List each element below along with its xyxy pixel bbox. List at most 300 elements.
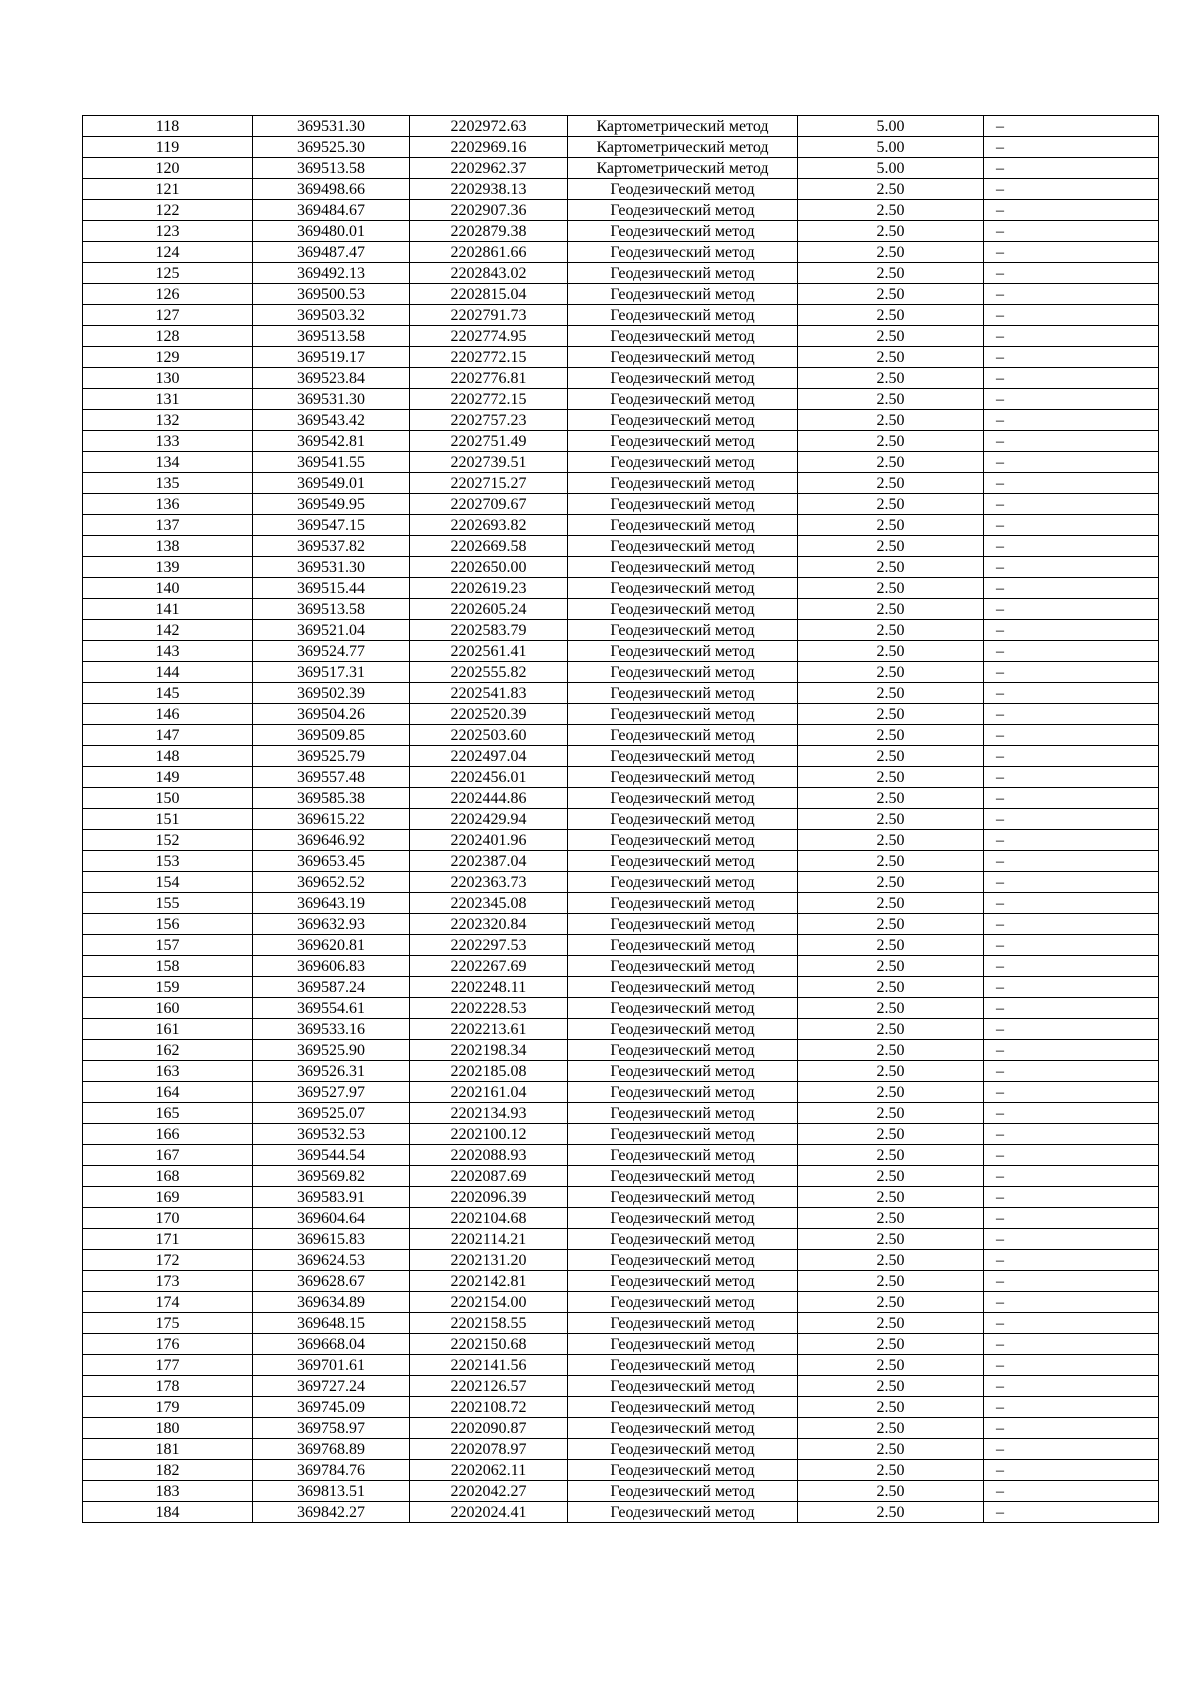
x-coordinate-cell: 369526.31 [253, 1061, 410, 1082]
point-number-cell: 126 [83, 284, 253, 305]
y-coordinate-cell: 2202078.97 [410, 1439, 568, 1460]
y-coordinate-cell: 2202100.12 [410, 1124, 568, 1145]
point-number-cell: 167 [83, 1145, 253, 1166]
point-number-cell: 164 [83, 1082, 253, 1103]
table-row [83, 1397, 1159, 1418]
x-coordinate-cell: 369615.22 [253, 809, 410, 830]
accuracy-cell: 2.50 [798, 935, 984, 956]
accuracy-cell: 2.50 [798, 1313, 984, 1334]
method-cell: Геодезический метод [568, 263, 798, 284]
description-cell: – [984, 1313, 1159, 1334]
method-cell: Геодезический метод [568, 872, 798, 893]
point-number-cell: 141 [83, 599, 253, 620]
accuracy-cell: 2.50 [798, 704, 984, 725]
method-cell: Геодезический метод [568, 1124, 798, 1145]
description-cell: – [984, 1481, 1159, 1502]
accuracy-cell: 2.50 [798, 179, 984, 200]
description-cell: – [984, 116, 1159, 137]
method-cell: Геодезический метод [568, 1313, 798, 1334]
x-coordinate-cell: 369544.54 [253, 1145, 410, 1166]
table-row [83, 1166, 1159, 1187]
method-cell: Геодезический метод [568, 347, 798, 368]
method-cell: Картометрический метод [568, 137, 798, 158]
method-cell: Геодезический метод [568, 746, 798, 767]
accuracy-cell: 2.50 [798, 1397, 984, 1418]
accuracy-cell: 2.50 [798, 242, 984, 263]
method-cell: Геодезический метод [568, 389, 798, 410]
y-coordinate-cell: 2202387.04 [410, 851, 568, 872]
coordinates-table-body [83, 116, 1159, 1523]
x-coordinate-cell: 369531.30 [253, 557, 410, 578]
method-cell: Картометрический метод [568, 158, 798, 179]
point-number-cell: 135 [83, 473, 253, 494]
accuracy-cell: 2.50 [798, 914, 984, 935]
y-coordinate-cell: 2202815.04 [410, 284, 568, 305]
accuracy-cell: 2.50 [798, 515, 984, 536]
x-coordinate-cell: 369502.39 [253, 683, 410, 704]
accuracy-cell: 2.50 [798, 1061, 984, 1082]
method-cell: Геодезический метод [568, 662, 798, 683]
x-coordinate-cell: 369624.53 [253, 1250, 410, 1271]
y-coordinate-cell: 2202134.93 [410, 1103, 568, 1124]
y-coordinate-cell: 2202213.61 [410, 1019, 568, 1040]
description-cell: – [984, 641, 1159, 662]
method-cell: Геодезический метод [568, 935, 798, 956]
accuracy-cell: 2.50 [798, 1229, 984, 1250]
point-number-cell: 143 [83, 641, 253, 662]
table-row [83, 1376, 1159, 1397]
method-cell: Геодезический метод [568, 1376, 798, 1397]
y-coordinate-cell: 2202774.95 [410, 326, 568, 347]
description-cell: – [984, 158, 1159, 179]
x-coordinate-cell: 369532.53 [253, 1124, 410, 1145]
point-number-cell: 179 [83, 1397, 253, 1418]
description-cell: – [984, 956, 1159, 977]
x-coordinate-cell: 369643.19 [253, 893, 410, 914]
y-coordinate-cell: 2202228.53 [410, 998, 568, 1019]
description-cell: – [984, 1250, 1159, 1271]
accuracy-cell: 2.50 [798, 536, 984, 557]
description-cell: – [984, 1502, 1159, 1523]
y-coordinate-cell: 2202619.23 [410, 578, 568, 599]
table-row [83, 1187, 1159, 1208]
accuracy-cell: 2.50 [798, 998, 984, 1019]
y-coordinate-cell: 2202520.39 [410, 704, 568, 725]
x-coordinate-cell: 369569.82 [253, 1166, 410, 1187]
method-cell: Геодезический метод [568, 536, 798, 557]
description-cell: – [984, 1082, 1159, 1103]
table-row [83, 1040, 1159, 1061]
point-number-cell: 176 [83, 1334, 253, 1355]
y-coordinate-cell: 2202791.73 [410, 305, 568, 326]
method-cell: Геодезический метод [568, 305, 798, 326]
description-cell: – [984, 872, 1159, 893]
y-coordinate-cell: 2202248.11 [410, 977, 568, 998]
description-cell: – [984, 1103, 1159, 1124]
description-cell: – [984, 1145, 1159, 1166]
description-cell: – [984, 1187, 1159, 1208]
point-number-cell: 153 [83, 851, 253, 872]
method-cell: Геодезический метод [568, 221, 798, 242]
method-cell: Геодезический метод [568, 998, 798, 1019]
method-cell: Геодезический метод [568, 1481, 798, 1502]
y-coordinate-cell: 2202108.72 [410, 1397, 568, 1418]
point-number-cell: 172 [83, 1250, 253, 1271]
method-cell: Геодезический метод [568, 452, 798, 473]
table-row [83, 662, 1159, 683]
description-cell: – [984, 431, 1159, 452]
accuracy-cell: 2.50 [798, 263, 984, 284]
method-cell: Геодезический метод [568, 473, 798, 494]
table-row [83, 326, 1159, 347]
x-coordinate-cell: 369525.07 [253, 1103, 410, 1124]
y-coordinate-cell: 2202042.27 [410, 1481, 568, 1502]
x-coordinate-cell: 369524.77 [253, 641, 410, 662]
accuracy-cell: 2.50 [798, 305, 984, 326]
point-number-cell: 168 [83, 1166, 253, 1187]
x-coordinate-cell: 369513.58 [253, 158, 410, 179]
x-coordinate-cell: 369541.55 [253, 452, 410, 473]
x-coordinate-cell: 369842.27 [253, 1502, 410, 1523]
point-number-cell: 133 [83, 431, 253, 452]
point-number-cell: 120 [83, 158, 253, 179]
description-cell: – [984, 473, 1159, 494]
x-coordinate-cell: 369500.53 [253, 284, 410, 305]
accuracy-cell: 2.50 [798, 389, 984, 410]
y-coordinate-cell: 2202962.37 [410, 158, 568, 179]
table-row [83, 830, 1159, 851]
description-cell: – [984, 263, 1159, 284]
x-coordinate-cell: 369620.81 [253, 935, 410, 956]
accuracy-cell: 2.50 [798, 1460, 984, 1481]
accuracy-cell: 2.50 [798, 347, 984, 368]
y-coordinate-cell: 2202776.81 [410, 368, 568, 389]
description-cell: – [984, 893, 1159, 914]
description-cell: – [984, 578, 1159, 599]
method-cell: Геодезический метод [568, 284, 798, 305]
method-cell: Геодезический метод [568, 599, 798, 620]
table-row [83, 200, 1159, 221]
description-cell: – [984, 788, 1159, 809]
description-cell: – [984, 998, 1159, 1019]
point-number-cell: 161 [83, 1019, 253, 1040]
description-cell: – [984, 746, 1159, 767]
accuracy-cell: 2.50 [798, 1418, 984, 1439]
table-row [83, 452, 1159, 473]
x-coordinate-cell: 369583.91 [253, 1187, 410, 1208]
y-coordinate-cell: 2202142.81 [410, 1271, 568, 1292]
x-coordinate-cell: 369652.52 [253, 872, 410, 893]
x-coordinate-cell: 369549.01 [253, 473, 410, 494]
accuracy-cell: 2.50 [798, 1250, 984, 1271]
table-row [83, 1418, 1159, 1439]
description-cell: – [984, 200, 1159, 221]
table-row [83, 1103, 1159, 1124]
y-coordinate-cell: 2202861.66 [410, 242, 568, 263]
accuracy-cell: 2.50 [798, 368, 984, 389]
description-cell: – [984, 1040, 1159, 1061]
table-row [83, 431, 1159, 452]
y-coordinate-cell: 2202126.57 [410, 1376, 568, 1397]
point-number-cell: 136 [83, 494, 253, 515]
accuracy-cell: 2.50 [798, 1166, 984, 1187]
description-cell: – [984, 830, 1159, 851]
accuracy-cell: 2.50 [798, 599, 984, 620]
accuracy-cell: 2.50 [798, 1145, 984, 1166]
accuracy-cell: 2.50 [798, 452, 984, 473]
y-coordinate-cell: 2202087.69 [410, 1166, 568, 1187]
method-cell: Геодезический метод [568, 1040, 798, 1061]
y-coordinate-cell: 2202096.39 [410, 1187, 568, 1208]
table-row [83, 1439, 1159, 1460]
y-coordinate-cell: 2202401.96 [410, 830, 568, 851]
description-cell: – [984, 1271, 1159, 1292]
accuracy-cell: 2.50 [798, 683, 984, 704]
y-coordinate-cell: 2202198.34 [410, 1040, 568, 1061]
table-row [83, 347, 1159, 368]
method-cell: Геодезический метод [568, 1502, 798, 1523]
point-number-cell: 169 [83, 1187, 253, 1208]
y-coordinate-cell: 2202429.94 [410, 809, 568, 830]
description-cell: – [984, 284, 1159, 305]
description-cell: – [984, 1124, 1159, 1145]
method-cell: Геодезический метод [568, 1292, 798, 1313]
x-coordinate-cell: 369515.44 [253, 578, 410, 599]
point-number-cell: 166 [83, 1124, 253, 1145]
point-number-cell: 128 [83, 326, 253, 347]
y-coordinate-cell: 2202555.82 [410, 662, 568, 683]
description-cell: – [984, 368, 1159, 389]
table-row [83, 1145, 1159, 1166]
y-coordinate-cell: 2202090.87 [410, 1418, 568, 1439]
table-row [83, 788, 1159, 809]
accuracy-cell: 2.50 [798, 893, 984, 914]
method-cell: Геодезический метод [568, 1271, 798, 1292]
point-number-cell: 184 [83, 1502, 253, 1523]
accuracy-cell: 2.50 [798, 578, 984, 599]
x-coordinate-cell: 369523.84 [253, 368, 410, 389]
table-row [83, 893, 1159, 914]
description-cell: – [984, 1019, 1159, 1040]
table-row [83, 1061, 1159, 1082]
coordinates-table [82, 115, 1159, 1523]
point-number-cell: 125 [83, 263, 253, 284]
table-row [83, 557, 1159, 578]
accuracy-cell: 2.50 [798, 662, 984, 683]
description-cell: – [984, 179, 1159, 200]
method-cell: Геодезический метод [568, 788, 798, 809]
accuracy-cell: 2.50 [798, 200, 984, 221]
accuracy-cell: 2.50 [798, 1292, 984, 1313]
description-cell: – [984, 704, 1159, 725]
x-coordinate-cell: 369634.89 [253, 1292, 410, 1313]
point-number-cell: 132 [83, 410, 253, 431]
y-coordinate-cell: 2202158.55 [410, 1313, 568, 1334]
accuracy-cell: 2.50 [798, 1103, 984, 1124]
point-number-cell: 121 [83, 179, 253, 200]
x-coordinate-cell: 369587.24 [253, 977, 410, 998]
accuracy-cell: 2.50 [798, 1208, 984, 1229]
point-number-cell: 162 [83, 1040, 253, 1061]
table-row [83, 599, 1159, 620]
x-coordinate-cell: 369758.97 [253, 1418, 410, 1439]
method-cell: Геодезический метод [568, 1187, 798, 1208]
table-row [83, 473, 1159, 494]
description-cell: – [984, 1292, 1159, 1313]
description-cell: – [984, 242, 1159, 263]
x-coordinate-cell: 369498.66 [253, 179, 410, 200]
x-coordinate-cell: 369525.79 [253, 746, 410, 767]
accuracy-cell: 2.50 [798, 767, 984, 788]
table-row [83, 1229, 1159, 1250]
method-cell: Геодезический метод [568, 1019, 798, 1040]
accuracy-cell: 2.50 [798, 1019, 984, 1040]
x-coordinate-cell: 369585.38 [253, 788, 410, 809]
accuracy-cell: 2.50 [798, 1502, 984, 1523]
accuracy-cell: 2.50 [798, 1124, 984, 1145]
table-row [83, 683, 1159, 704]
y-coordinate-cell: 2202114.21 [410, 1229, 568, 1250]
description-cell: – [984, 221, 1159, 242]
table-row [83, 368, 1159, 389]
x-coordinate-cell: 369745.09 [253, 1397, 410, 1418]
y-coordinate-cell: 2202185.08 [410, 1061, 568, 1082]
table-row [83, 536, 1159, 557]
point-number-cell: 119 [83, 137, 253, 158]
table-row [83, 494, 1159, 515]
y-coordinate-cell: 2202969.16 [410, 137, 568, 158]
y-coordinate-cell: 2202907.36 [410, 200, 568, 221]
description-cell: – [984, 536, 1159, 557]
point-number-cell: 165 [83, 1103, 253, 1124]
accuracy-cell: 2.50 [798, 1355, 984, 1376]
description-cell: – [984, 1355, 1159, 1376]
point-number-cell: 156 [83, 914, 253, 935]
point-number-cell: 146 [83, 704, 253, 725]
description-cell: – [984, 1397, 1159, 1418]
x-coordinate-cell: 369519.17 [253, 347, 410, 368]
y-coordinate-cell: 2202669.58 [410, 536, 568, 557]
point-number-cell: 148 [83, 746, 253, 767]
method-cell: Геодезический метод [568, 431, 798, 452]
method-cell: Геодезический метод [568, 767, 798, 788]
table-row [83, 851, 1159, 872]
method-cell: Геодезический метод [568, 641, 798, 662]
y-coordinate-cell: 2202150.68 [410, 1334, 568, 1355]
table-row [83, 1313, 1159, 1334]
point-number-cell: 178 [83, 1376, 253, 1397]
x-coordinate-cell: 369484.67 [253, 200, 410, 221]
point-number-cell: 144 [83, 662, 253, 683]
method-cell: Геодезический метод [568, 1145, 798, 1166]
table-row [83, 179, 1159, 200]
method-cell: Геодезический метод [568, 851, 798, 872]
table-row [83, 872, 1159, 893]
method-cell: Геодезический метод [568, 494, 798, 515]
y-coordinate-cell: 2202363.73 [410, 872, 568, 893]
method-cell: Геодезический метод [568, 410, 798, 431]
method-cell: Геодезический метод [568, 956, 798, 977]
x-coordinate-cell: 369487.47 [253, 242, 410, 263]
table-row [83, 641, 1159, 662]
table-row [83, 221, 1159, 242]
table-row [83, 704, 1159, 725]
point-number-cell: 145 [83, 683, 253, 704]
point-number-cell: 131 [83, 389, 253, 410]
point-number-cell: 158 [83, 956, 253, 977]
method-cell: Геодезический метод [568, 326, 798, 347]
description-cell: – [984, 410, 1159, 431]
y-coordinate-cell: 2202444.86 [410, 788, 568, 809]
accuracy-cell: 2.50 [798, 1481, 984, 1502]
y-coordinate-cell: 2202141.56 [410, 1355, 568, 1376]
accuracy-cell: 2.50 [798, 1439, 984, 1460]
method-cell: Геодезический метод [568, 725, 798, 746]
method-cell: Геодезический метод [568, 1397, 798, 1418]
point-number-cell: 160 [83, 998, 253, 1019]
point-number-cell: 182 [83, 1460, 253, 1481]
description-cell: – [984, 914, 1159, 935]
point-number-cell: 183 [83, 1481, 253, 1502]
point-number-cell: 170 [83, 1208, 253, 1229]
method-cell: Геодезический метод [568, 1250, 798, 1271]
x-coordinate-cell: 369509.85 [253, 725, 410, 746]
description-cell: – [984, 1061, 1159, 1082]
table-row [83, 1334, 1159, 1355]
table-row [83, 137, 1159, 158]
method-cell: Геодезический метод [568, 557, 798, 578]
description-cell: – [984, 1208, 1159, 1229]
accuracy-cell: 2.50 [798, 620, 984, 641]
table-row [83, 1355, 1159, 1376]
point-number-cell: 149 [83, 767, 253, 788]
x-coordinate-cell: 369549.95 [253, 494, 410, 515]
method-cell: Геодезический метод [568, 242, 798, 263]
x-coordinate-cell: 369632.93 [253, 914, 410, 935]
description-cell: – [984, 137, 1159, 158]
description-cell: – [984, 347, 1159, 368]
point-number-cell: 171 [83, 1229, 253, 1250]
x-coordinate-cell: 369492.13 [253, 263, 410, 284]
description-cell: – [984, 557, 1159, 578]
accuracy-cell: 2.50 [798, 1376, 984, 1397]
y-coordinate-cell: 2202715.27 [410, 473, 568, 494]
description-cell: – [984, 620, 1159, 641]
accuracy-cell: 2.50 [798, 431, 984, 452]
y-coordinate-cell: 2202161.04 [410, 1082, 568, 1103]
y-coordinate-cell: 2202751.49 [410, 431, 568, 452]
table-row [83, 725, 1159, 746]
table-row [83, 977, 1159, 998]
y-coordinate-cell: 2202739.51 [410, 452, 568, 473]
description-cell: – [984, 1334, 1159, 1355]
x-coordinate-cell: 369668.04 [253, 1334, 410, 1355]
description-cell: – [984, 515, 1159, 536]
accuracy-cell: 2.50 [798, 284, 984, 305]
method-cell: Геодезический метод [568, 368, 798, 389]
accuracy-cell: 2.50 [798, 788, 984, 809]
y-coordinate-cell: 2202024.41 [410, 1502, 568, 1523]
description-cell: – [984, 767, 1159, 788]
table-row [83, 1208, 1159, 1229]
table-row [83, 1124, 1159, 1145]
x-coordinate-cell: 369513.58 [253, 326, 410, 347]
accuracy-cell: 2.50 [798, 725, 984, 746]
method-cell: Геодезический метод [568, 683, 798, 704]
table-row [83, 515, 1159, 536]
y-coordinate-cell: 2202154.00 [410, 1292, 568, 1313]
table-row [83, 914, 1159, 935]
